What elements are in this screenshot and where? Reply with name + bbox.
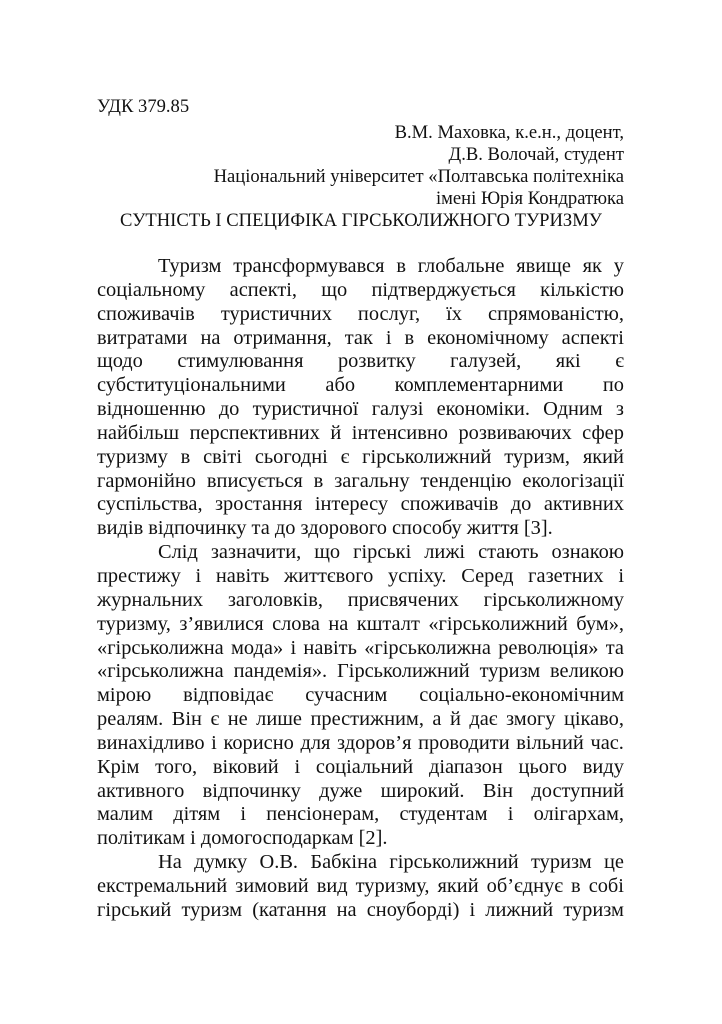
text-line: туризму в світі сьогодні є гірськолижний туризм, який	[97, 445, 624, 468]
text-line: мірою відповідає сучасним соціально-економічним	[97, 684, 624, 707]
author-2: Д.В. Волочай, студент	[448, 144, 624, 165]
body-text	[97, 255, 624, 923]
udc-code: УДК 379.85	[97, 96, 190, 117]
text-line: активного відпочинку дуже широкий. Він доступний	[97, 779, 624, 802]
text-line: гармонійно вписується в загальну тенденцію екологізації	[97, 469, 624, 492]
author-1: В.М. Маховка, к.е.н., доцент,	[394, 122, 624, 143]
text-line: «гірськолижна мода» і навіть «гірськолижна революція» та	[97, 636, 624, 659]
affiliation-line-1: Національний університет «Полтавська політехніка	[213, 166, 624, 187]
text-line: найбільш перспективних й інтенсивно розвиваючих сфер	[97, 421, 624, 444]
text-line: витратами на отримання, так і в економічному аспекті	[97, 326, 624, 349]
text-line: екстремальний зимовий вид туризму, який об’єднує в собі	[97, 874, 624, 897]
text-line: субституціональними або комплементарними по	[97, 374, 624, 397]
text-line: суспільства, зростання інтересу споживачів до активних	[97, 493, 624, 516]
text-line: винахідливо і корисно для здоров’я проводити вільний час.	[97, 731, 624, 754]
text-line: видів відпочинку та до здорового способу життя [3].	[97, 517, 553, 540]
text-line: соціальному аспекті, що підтверджується кількістю	[97, 278, 624, 301]
text-line: відношенню до туристичної галузі економіки. Одним з	[97, 398, 624, 421]
text-line: Крім того, віковий і соціальний діапазон цього виду	[97, 755, 624, 778]
text-line: престижу і навіть життєвого успіху. Серед газетних і	[97, 564, 624, 587]
text-line: туризму, з’явилися слова на кшталт «гірськолижний бум»,	[97, 612, 624, 635]
text-line: На думку О.В. Бабкіна гірськолижний туризм це	[158, 851, 624, 874]
text-line: щодо стимулювання розвитку галузей, які є	[97, 350, 624, 373]
text-line: Слід зазначити, що гірські лижі стають ознакою	[158, 541, 624, 564]
text-line: малим дітям і пенсіонерам, студентам і олігархам,	[97, 803, 624, 826]
text-line: реалям. Він є не лише престижним, а й дає змогу цікаво,	[97, 708, 624, 731]
text-line: журнальних заголовків, присвячених гірськолижному	[97, 588, 624, 611]
text-line: «гірськолижна пандемія». Гірськолижний туризм великою	[97, 660, 624, 683]
affiliation-line-2: імені Юрія Кондратюка	[436, 188, 624, 209]
text-line: політикам і домогосподаркам [2].	[97, 827, 388, 850]
text-line: Туризм трансформувався в глобальне явище як у	[158, 255, 624, 277]
text-line: споживачів туристичних послуг, їх спрямованістю,	[97, 302, 624, 325]
paper-title: СУТНІСТЬ І СПЕЦИФІКА ГІРСЬКОЛИЖНОГО ТУРИЗМУ	[120, 210, 602, 231]
text-line: гірський туризм (катання на сноуборді) і лижний туризм	[97, 898, 624, 921]
